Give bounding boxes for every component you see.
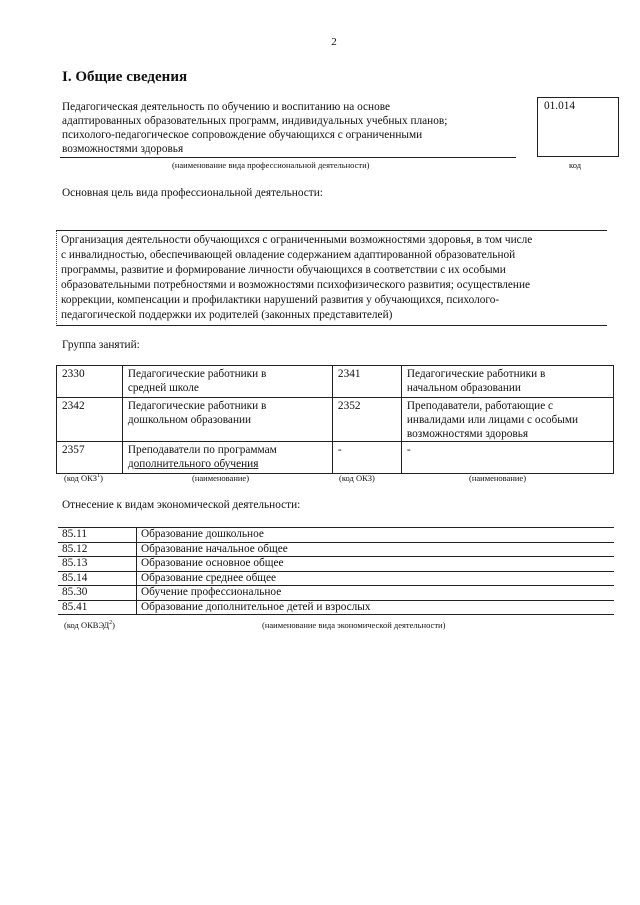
goal-label: Основная цель вида профессиональной деятельности: [62, 187, 323, 199]
economic-activity-table [58, 527, 614, 615]
okved-code-caption: (код ОКВЭД$^2$) [64, 620, 115, 630]
activity-name-line: возможностями здоровья [62, 143, 184, 155]
okz-name-caption-right: (наименование) [469, 473, 527, 483]
okz-code-cell: 2342 [57, 398, 123, 442]
okz-code-caption: (код ОКЗ$^1$) [64, 473, 103, 483]
activity-name [62, 100, 532, 156]
okz-code-cell: 2341 [332, 366, 401, 398]
okved-name-cell: Образование основное общее [137, 557, 615, 572]
okz-name-cell: Преподаватели по программам дополнительного обучения [122, 442, 332, 474]
activity-underline [60, 157, 516, 158]
page-number: 2 [331, 36, 337, 48]
section-title: I. Общие сведения [62, 69, 188, 85]
activity-code: 01.014 [544, 100, 576, 112]
okved-name-cell: Образование дополнительное детей и взрослых [137, 600, 615, 615]
table-row [58, 600, 614, 615]
activity-name-line: Педагогическая деятельность по обучению и воспитанию на основе [62, 101, 391, 113]
okz-name-cell: Преподаватели, работающие с инвалидами или лицами с особыми возможностями здоровья [401, 398, 613, 442]
goal-text-line: образовательными потребностями и возможностями психофизического развития; осуществление [61, 279, 531, 292]
okz-name-cell: Педагогические работники в начальном образовании [401, 366, 613, 398]
okz-name-cell: Педагогические работники в средней школе [122, 366, 332, 398]
goal-text-line: педагогической поддержки их родителей (законных представителей) [61, 309, 393, 322]
activity-code-caption: код [569, 160, 582, 170]
okved-code-cell: 85.12 [58, 542, 137, 557]
table-row [58, 542, 614, 557]
goal-text-line: Организация деятельности обучающихся с ограниченными возможностями здоровья, в том числе [61, 234, 533, 246]
okz-code-cell: 2330 [57, 366, 123, 398]
okz-code-cell: 2352 [332, 398, 401, 442]
table-row [58, 571, 614, 586]
activity-name-line: адаптированных образовательных программ, индивидуальных учебных планов; [62, 115, 448, 127]
okved-code-cell: 85.41 [58, 600, 137, 615]
goal-text [61, 233, 606, 324]
okved-name-cell: Обучение профессиональное [137, 586, 615, 601]
occupation-group-label: Группа занятий: [62, 339, 140, 351]
table-row [58, 586, 614, 601]
activity-code-box [537, 97, 619, 157]
okved-code-cell: 85.14 [58, 571, 137, 586]
activity-name-line: психолого-педагогическое сопровождение обучающихся с ограниченными [62, 129, 423, 141]
okved-name-cell: Образование дошкольное [137, 528, 615, 543]
okved-code-cell: 85.11 [58, 528, 137, 543]
okz-code-cell: - [332, 442, 401, 474]
table-row [58, 528, 614, 543]
okz-code-caption-right: (код ОКЗ) [339, 473, 375, 483]
okz-name-cell: Педагогические работники в дошкольном образовании [122, 398, 332, 442]
okz-name-cell: - [401, 442, 613, 474]
okz-name-caption: (наименование) [192, 473, 250, 483]
economic-activity-label: Отнесение к видам экономической деятельности: [62, 499, 301, 511]
okved-name-cell: Образование начальное общее [137, 542, 615, 557]
okved-code-cell: 85.13 [58, 557, 137, 572]
activity-name-caption: (наименование вида профессиональной деятельности) [172, 160, 370, 170]
okved-code-cell: 85.30 [58, 586, 137, 601]
okz-code-cell: 2357 [57, 442, 123, 474]
goal-text-line: коррекции, компенсации и профилактики нарушений развития у обучающихся, психолого- [61, 294, 500, 307]
goal-text-line: с инвалидностью, обеспечивающей овладение содержанием адаптированной образовательной [61, 249, 516, 262]
table-row [57, 442, 614, 474]
goal-text-line: программы, развитие и формирование личности обучающихся в соответствии с их особыми [61, 264, 506, 277]
table-row [57, 398, 614, 442]
okved-name-caption: (наименование вида экономической деятельности) [262, 620, 446, 630]
table-row [58, 557, 614, 572]
occupation-table [56, 365, 614, 474]
okved-name-cell: Образование среднее общее [137, 571, 615, 586]
table-row [57, 366, 614, 398]
